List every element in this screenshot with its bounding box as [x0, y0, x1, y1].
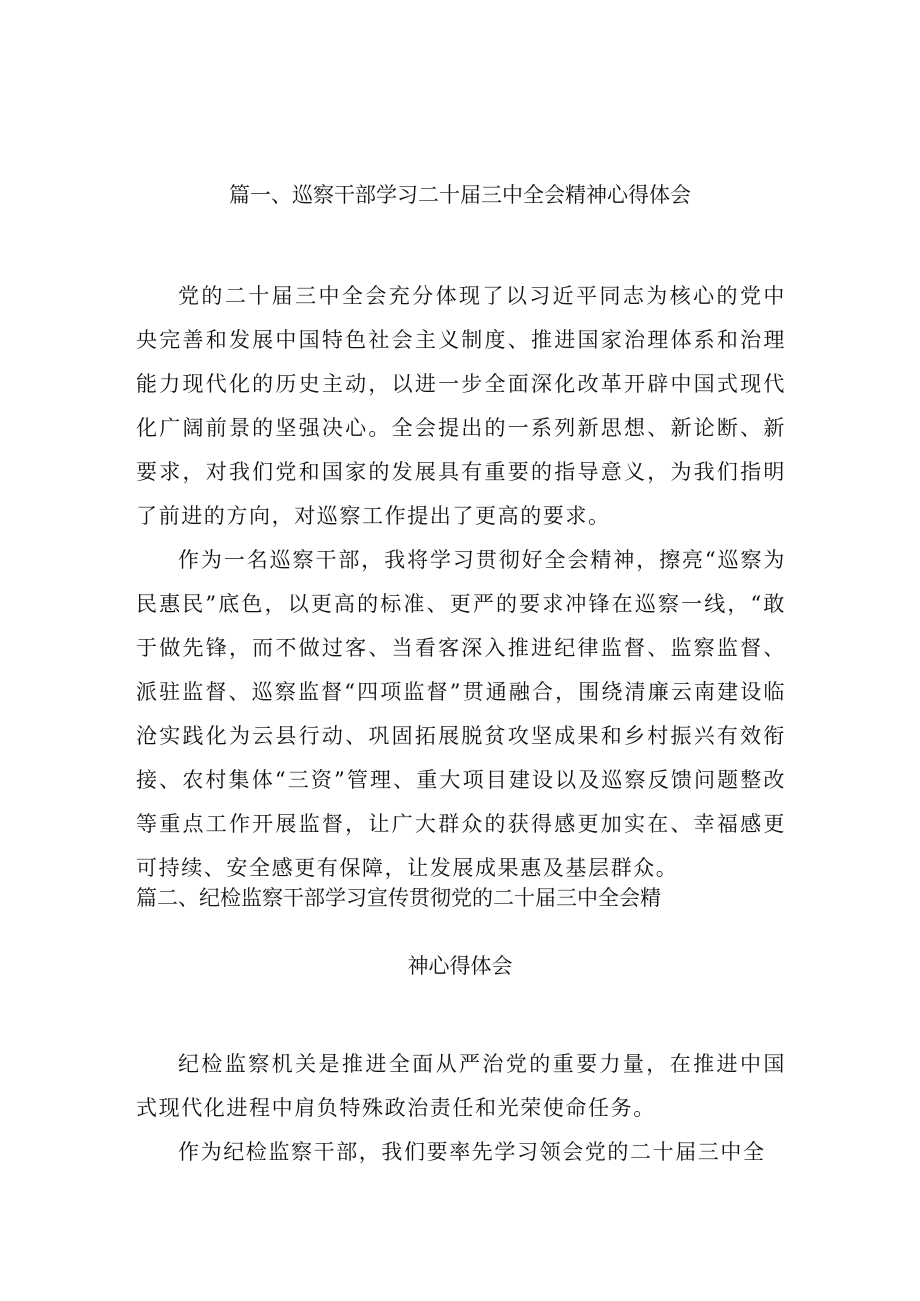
section2-paragraph-2: 作为纪检监察干部，我们要率先学习领会党的二十届三中全 [178, 1140, 766, 1164]
section2-title-line2: 神心得体会 [407, 954, 513, 978]
section1-title: 篇一、巡察干部学习二十届三中全会精神心得体会 [229, 183, 691, 207]
section1-paragraph-2: 作为一名巡察干部，我将学习贯彻好全会精神，擦亮“巡察为民惠民”底色，以更高的标准、更严的要求冲锋在巡察一线，“敢于做先锋，而不做过客、当看客深入推进纪律监督、监察监督、派驻监督、巡察监督“四项监督”贯通融合，围绕清廉云南建设临沧实践化为云县行动、巩固拓展脱贫攻坚成果和乡村振兴有效衔接、农村集体“三资”管理、重大项目建设以及巡察反馈问题整改等重点工作开展监督，让广大群众的获得感更加实在、幸福感更可持续、安全感更有保障，让发展成果惠及基层群众。 [136, 548, 786, 880]
section2-paragraph-1: 纪检监察机关是推进全面从严治党的重要力量，在推进中国式现代化进程中肩负特殊政治责任和光荣使命任务。 [136, 1052, 786, 1120]
section1-paragraph-1: 党的二十届三中全会充分体现了以习近平同志为核心的党中央完善和发展中国特色社会主义制度、推进国家治理体系和治理能力现代化的历史主动，以进一步全面深化改革开辟中国式现代化广阔前景的坚强决心。全会提出的一系列新思想、新论断、新要求，对我们党和国家的发展具有重要的指导意义，为我们指明了前进的方向，对巡察工作提出了更高的要求。 [136, 284, 786, 528]
section2-title-line1: 篇二、纪检监察干部学习宣传贯彻党的二十届三中全会精 [136, 886, 661, 910]
